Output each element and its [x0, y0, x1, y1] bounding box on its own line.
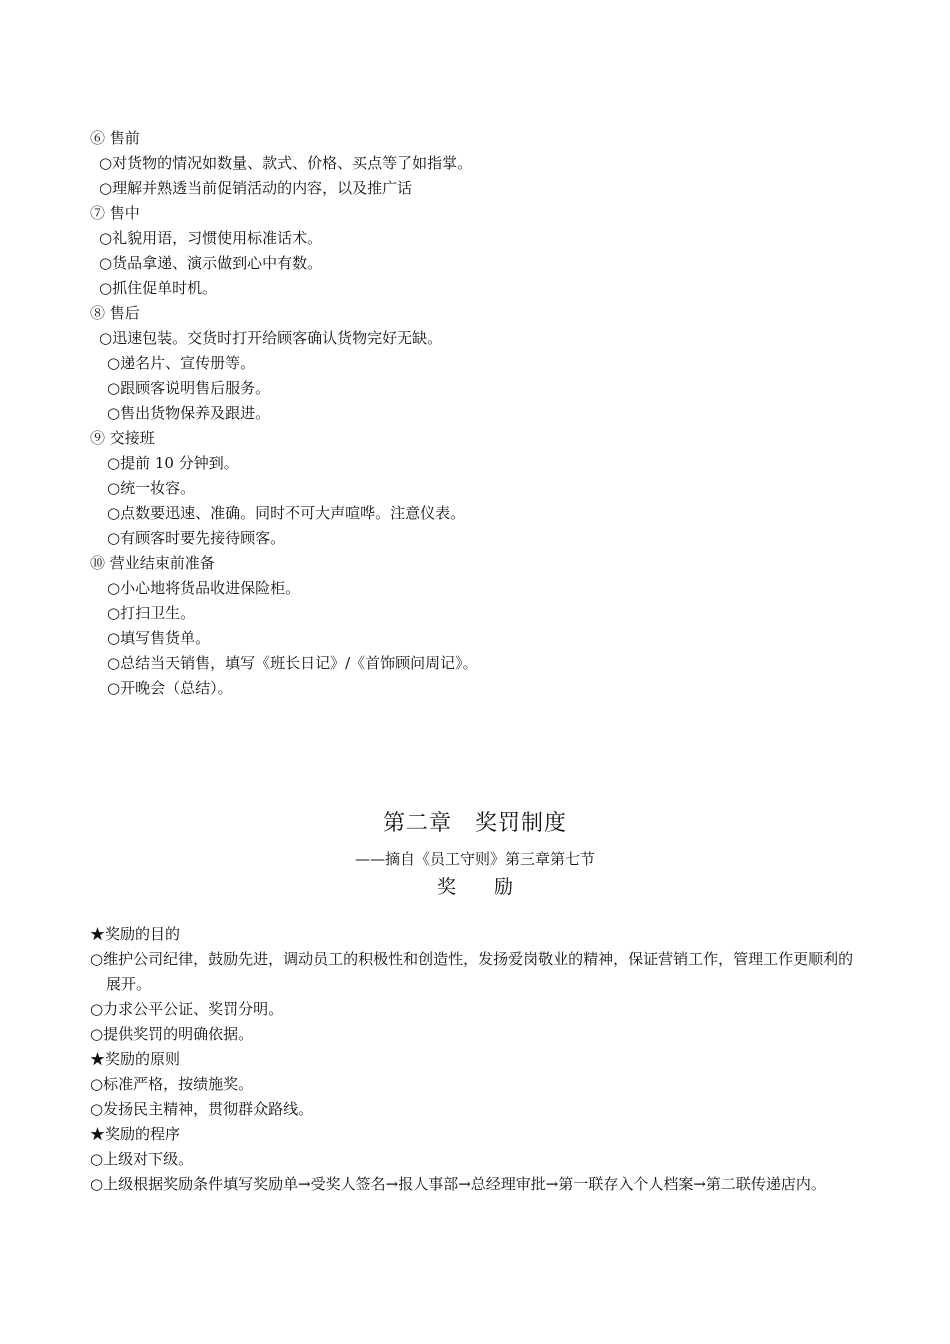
- list-item: ○理解并熟透当前促销活动的内容，以及推广话: [99, 179, 413, 197]
- list-item: ○上级对下级。: [90, 1150, 194, 1168]
- subsection-heading: ★奖励的目的: [90, 925, 181, 943]
- list-item: ○提供奖罚的明确依据。: [90, 1025, 254, 1043]
- subsection-heading: ★奖励的程序: [90, 1125, 181, 1143]
- step-heading: ⑩ 营业结束前准备: [90, 554, 215, 572]
- list-item: ○上级根据奖励条件填写奖励单→受奖人签名→报人事部→总经理审批→第一联存入个人档案→第二联传递店内。: [90, 1175, 826, 1193]
- list-item: ○对货物的情况如数量、款式、价格、买点等了如指掌。: [99, 154, 473, 172]
- list-item: ○力求公平公证、奖罚分明。: [90, 1000, 284, 1018]
- list-item: ○总结当天销售，填写《班长日记》/《首饰顾问周记》。: [107, 654, 478, 672]
- list-item: ○统一妆容。: [107, 479, 196, 497]
- section-title: 奖 励: [436, 876, 513, 898]
- list-item: ○提前 10 分钟到。: [107, 454, 239, 472]
- list-item: ○抓住促单时机。: [99, 279, 218, 297]
- list-item: ○维护公司纪律，鼓励先进，调动员工的积极性和创造性，发扬爱岗敬业的精神，保证营销工作，管理工作更顺利的展开。: [90, 950, 854, 993]
- sales-procedure-list: [90, 126, 870, 701]
- chapter-title: 第二章 奖罚制度: [382, 811, 567, 836]
- step-heading: ⑦ 售中: [90, 204, 140, 222]
- list-item: ○递名片、宣传册等。: [107, 354, 256, 372]
- list-item: ○发扬民主精神，贯彻群众路线。: [90, 1100, 314, 1118]
- list-item: ○点数要迅速、准确。同时不可大声喧哗。注意仪表。: [107, 504, 466, 522]
- list-item: ○礼貌用语，习惯使用标准话术。: [99, 229, 323, 247]
- list-item: ○标准严格，按绩施奖。: [90, 1075, 254, 1093]
- list-item: ○有顾客时要先接待顾客。: [107, 529, 286, 547]
- list-item: ○跟顾客说明售后服务。: [107, 379, 271, 397]
- list-item: ○填写售货单。: [107, 629, 211, 647]
- step-heading: ⑨ 交接班: [90, 429, 155, 447]
- list-item: ○售出货物保养及跟进。: [107, 404, 271, 422]
- list-item: ○小心地将货品收进保险柜。: [107, 579, 301, 597]
- reward-rules-list: [90, 922, 865, 1197]
- excerpt-source: ——摘自《员工守则》第三章第七节: [354, 850, 595, 868]
- list-item: ○开晚会（总结）。: [107, 679, 233, 697]
- step-heading: ⑥ 售前: [90, 129, 140, 147]
- list-item: ○货品拿递、演示做到心中有数。: [99, 254, 323, 272]
- list-item: ○打扫卫生。: [107, 604, 196, 622]
- subsection-heading: ★奖励的原则: [90, 1050, 181, 1068]
- step-heading: ⑧ 售后: [90, 304, 140, 322]
- list-item: ○迅速包装。交货时打开给顾客确认货物完好无缺。: [99, 329, 443, 347]
